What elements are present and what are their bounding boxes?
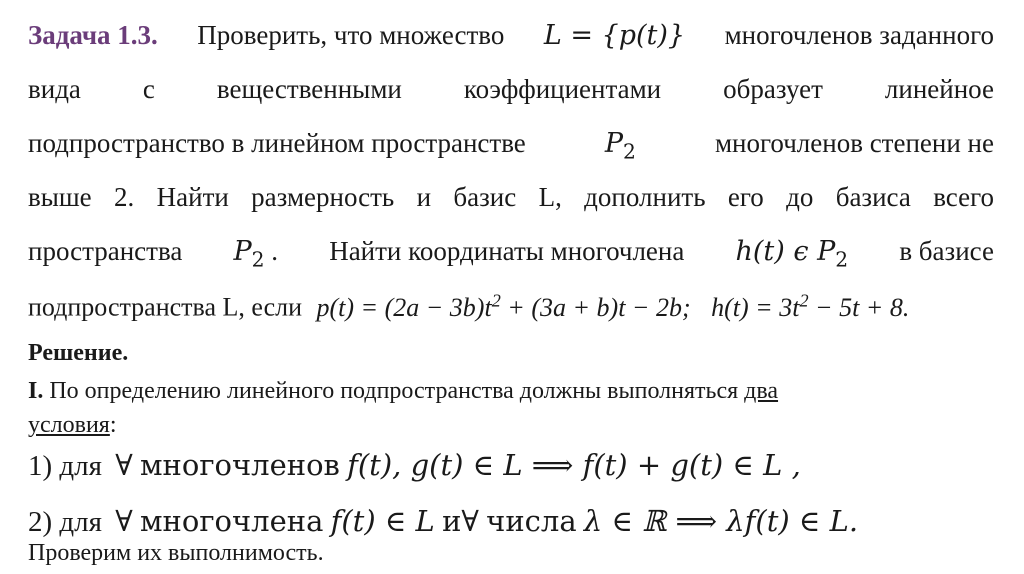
problem-line-1: [28, 20, 994, 51]
formula-h-main: h(t) = 3t: [711, 292, 800, 322]
math-p2: [605, 128, 636, 163]
math-p: P: [604, 128, 624, 159]
condition-2: [28, 504, 858, 539]
forall-symbol: ∀: [461, 504, 479, 538]
problem-line-5: [28, 236, 994, 271]
problem-label: Задача 1.3.: [28, 20, 158, 50]
math-set-l: L = {p(t)}: [543, 20, 686, 51]
formula-exponent: 2: [799, 290, 809, 310]
word: коэффициентами: [463, 74, 662, 104]
solution-point-1: [28, 378, 778, 405]
forall-symbol: ∀: [115, 448, 133, 482]
cond-math: f(t), g(t) ∈ L ⟹ f(t) + g(t) ∈ L ,: [347, 448, 801, 482]
math-p: P: [233, 236, 252, 267]
word: линейное: [884, 74, 994, 104]
problem-text: пространства: [28, 236, 183, 266]
problem-text: многочленов степени не: [714, 128, 994, 158]
solution-point-1-cont: [28, 412, 117, 439]
problem-text: Найти координаты многочлена: [329, 236, 685, 266]
cond-and: и: [442, 504, 462, 538]
colon: :: [109, 412, 117, 438]
problem-text: подпространство в линейном пространстве: [28, 128, 526, 158]
math-p2: [233, 236, 278, 271]
word: с: [142, 74, 155, 104]
cond-word: многочлена: [140, 504, 324, 538]
cond-math: λ ∈ ℝ ⟹ λf(t) ∈ L.: [583, 504, 859, 538]
math-subscript: 2: [835, 247, 849, 272]
math-h-expr: h(t) ϵ P: [735, 236, 836, 267]
formula-p-rest: + (3a + b)t − 2b;: [500, 292, 691, 322]
problem-text: в базисе: [899, 236, 994, 266]
period: .: [271, 236, 279, 266]
problem-text: Проверить, что множество: [197, 20, 505, 50]
formula-p: [316, 290, 691, 322]
cond-prefix: 2) для: [28, 506, 102, 538]
underline-word: два: [744, 378, 779, 404]
word: вида: [28, 74, 81, 104]
math-subscript: 2: [251, 247, 265, 272]
math-h: [736, 236, 849, 271]
cond-prefix: 1) для: [28, 450, 102, 482]
forall-symbol: ∀: [115, 504, 133, 538]
word: образует: [723, 74, 823, 104]
point-label: I.: [28, 378, 44, 404]
problem-line-3: [28, 128, 994, 163]
formula-exponent: 2: [491, 290, 501, 310]
condition-1: [28, 448, 801, 483]
problem-line-2: [28, 74, 994, 105]
underline-word: условия: [28, 412, 110, 438]
problem-text: выше 2. Найти размерность и базис L, дополнить его до базиса всего: [28, 182, 994, 212]
formula-h-rest: − 5t + 8.: [808, 292, 910, 322]
cond-math: f(t) ∈ L: [330, 504, 435, 538]
solution-heading: Решение.: [28, 340, 129, 366]
problem-line-4: [28, 182, 994, 213]
formula-h: [711, 290, 910, 322]
cond-word: многочленов: [140, 448, 340, 482]
point-text: По определению линейного подпространства должны выполняться: [43, 378, 745, 404]
cond-word: числа: [486, 504, 577, 538]
problem-text: подпространства L, если: [28, 292, 303, 322]
problem-line-6: [28, 290, 909, 323]
formula-p-main: p(t) = (2a − 3b)t: [316, 292, 492, 322]
word: вещественными: [216, 74, 402, 104]
problem-text: многочленов заданного: [724, 20, 994, 50]
math-subscript: 2: [623, 139, 636, 164]
closing-text: Проверим их выполнимость.: [28, 540, 324, 566]
